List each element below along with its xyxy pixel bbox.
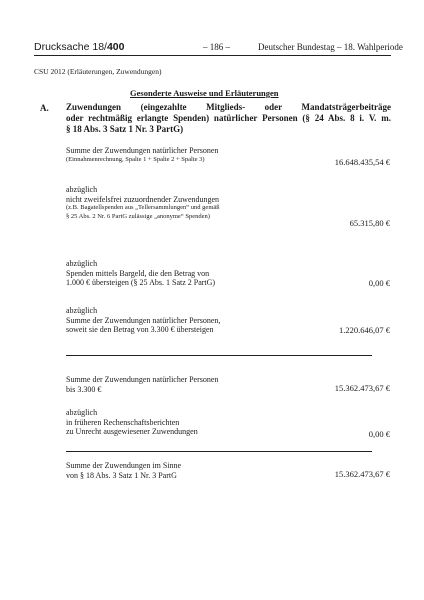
item-amount: 0,00 € [368, 278, 390, 288]
item-text: bis 3.300 € [66, 384, 102, 394]
item-text: abzüglich [66, 185, 98, 194]
item-amount: 1.220.646,07 € [339, 325, 390, 335]
item-text: von § 18 Abs. 3 Satz 1 Nr. 3 PartG [66, 470, 177, 480]
item-text: nicht zweifelsfrei zuzuordnender Zuwendungen [66, 194, 220, 204]
section-heading-line: oder rechtmäßig erlangte Spenden) natürlicher Personen (§ 24 Abs. 8 i. V. m. [66, 113, 391, 123]
header-rule [34, 55, 391, 56]
list-item [66, 146, 218, 164]
list-item [66, 306, 220, 335]
list-item [66, 259, 215, 288]
document-reference [34, 41, 124, 53]
section-letter: A. [40, 103, 49, 113]
item-text: abzüglich [66, 306, 98, 315]
item-text: soweit sie den Betrag von 3.300 € übersteigen [66, 325, 214, 334]
separator-rule [66, 355, 372, 356]
item-note: § 25 Abs. 2 Nr. 6 PartG zulässige „anonyme“ Spenden) [66, 212, 210, 220]
item-text: in früheren Rechenschaftsberichten [66, 417, 180, 427]
item-text: Summe der Zuwendungen natürlicher Personen, [66, 315, 221, 325]
item-text: abzüglich [66, 259, 98, 268]
section-heading [66, 102, 391, 135]
item-text: 1.000 € übersteigen (§ 25 Abs. 1 Satz 2 PartG) [66, 278, 216, 287]
document-number: 400 [106, 41, 125, 53]
item-note: (z.B. Bagatellspenden aus „Tellersammlungen“ und gemäß [66, 204, 220, 211]
item-amount: 15.362.473,67 € [334, 469, 390, 479]
parliament-label: Deutscher Bundestag – 18. Wahlperiode [258, 42, 403, 52]
item-text: zu Unrecht ausgewiesener Zuwendungen [66, 427, 198, 436]
document-label: Drucksache 18/ [34, 41, 107, 53]
item-note: (Einnahmenrechnung, Spalte 1 + Spalte 2 + Spalte 3) [66, 155, 205, 163]
list-item [66, 408, 198, 437]
item-text: Summe der Zuwendungen im Sinne [66, 461, 182, 470]
item-amount: 0,00 € [368, 429, 390, 439]
list-item [66, 461, 181, 480]
item-text: Spenden mittels Bargeld, die den Betrag von [66, 268, 210, 278]
item-text: abzüglich [66, 408, 98, 417]
page-number: – 186 – [203, 42, 230, 52]
section-heading-line: Zuwendungen (eingezahlte Mitglieds- oder Mandatsträgerbeiträge [66, 102, 391, 112]
page-title: Gesonderte Ausweise und Erläuterungen [130, 88, 279, 98]
separator-rule [66, 451, 372, 452]
item-text: Summe der Zuwendungen natürlicher Personen [66, 375, 219, 384]
list-item [66, 375, 218, 394]
subheading: CSU 2012 (Erläuterungen, Zuwendungen) [34, 67, 162, 76]
list-item [66, 185, 220, 221]
item-amount: 16.648.435,54 € [334, 157, 390, 167]
item-text: Summe der Zuwendungen natürlicher Personen [66, 146, 219, 155]
section-heading-line: § 18 Abs. 3 Satz 1 Nr. 3 PartG) [66, 124, 184, 134]
item-amount: 65.315,80 € [349, 218, 390, 228]
item-amount: 15.362.473,67 € [334, 383, 390, 393]
